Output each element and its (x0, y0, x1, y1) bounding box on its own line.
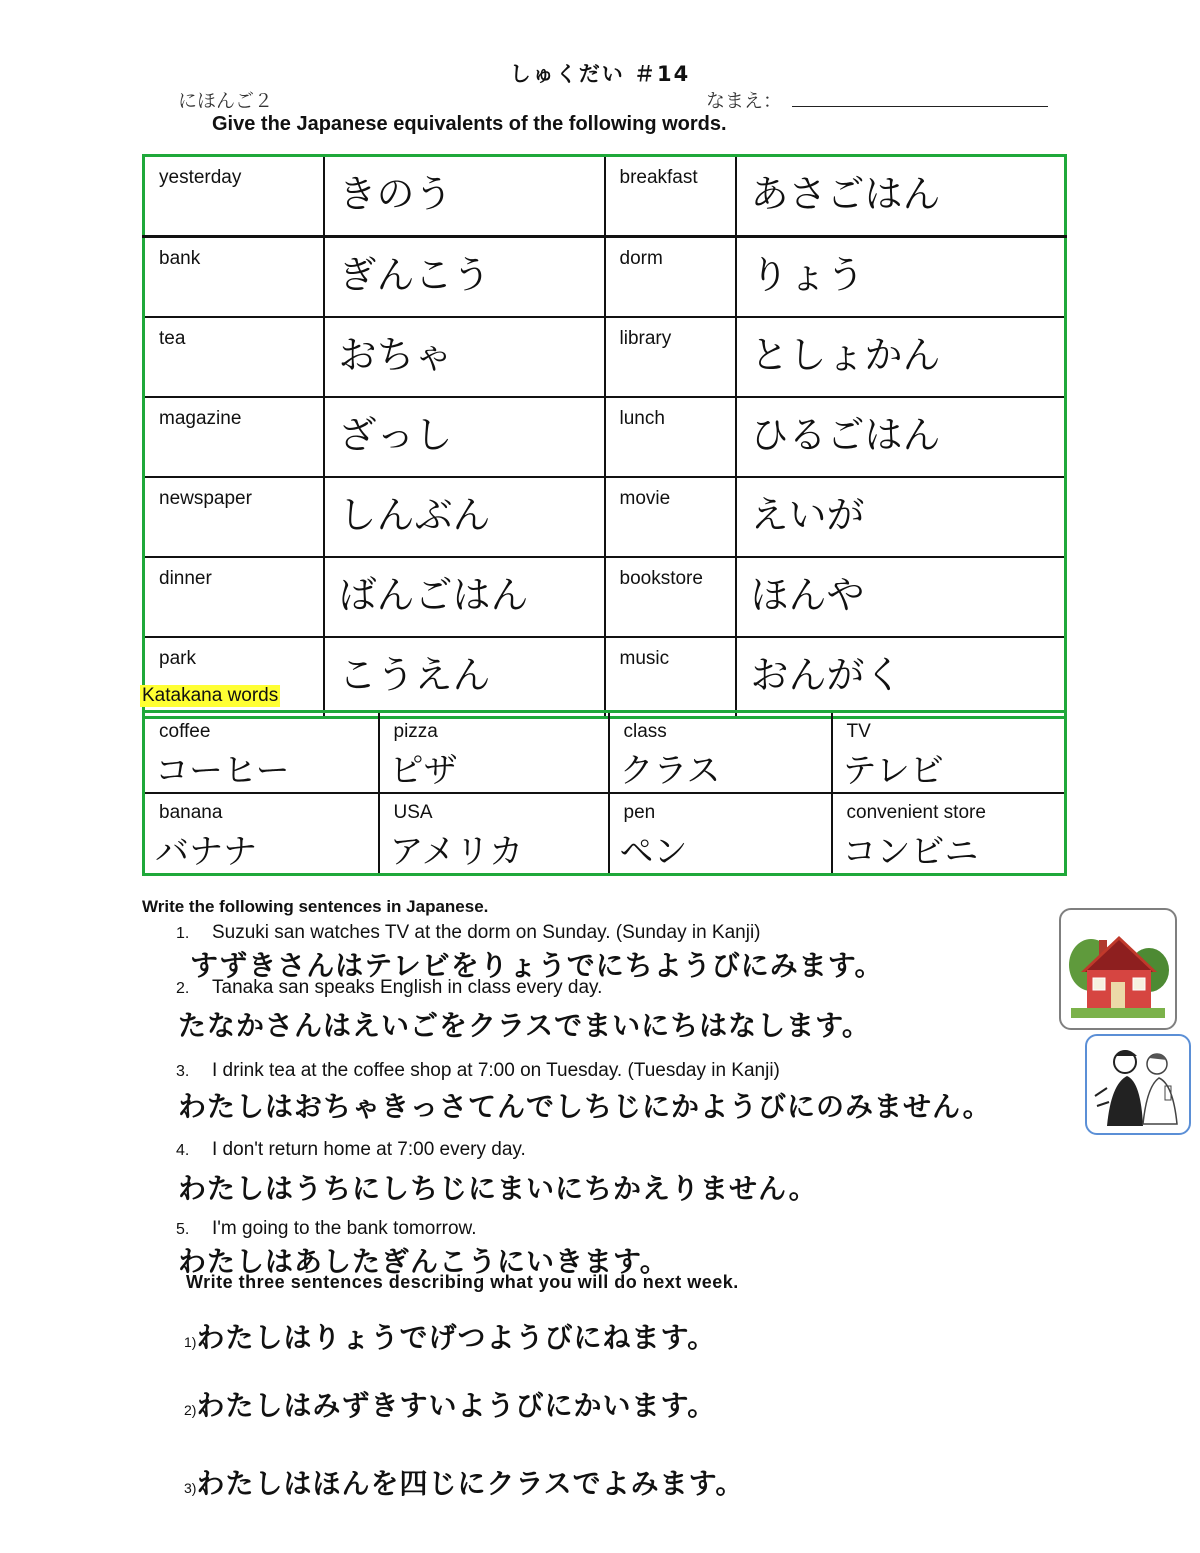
vocab-row (144, 477, 1066, 557)
japanese-answer[interactable]: ほんや (736, 557, 1066, 637)
katakana-row (144, 712, 1066, 794)
katakana-answer[interactable]: テレビ (842, 751, 944, 791)
katakana-answer[interactable]: アメリカ (389, 832, 524, 872)
katakana-cell (832, 712, 1066, 794)
japanese-answer[interactable]: ひるごはん (736, 397, 1066, 477)
katakana-answer[interactable]: ペン (619, 832, 688, 872)
own-sentence-number: 3) (184, 1480, 197, 1496)
english-word: coffee (159, 721, 211, 742)
sentence-text: I drink tea at the coffee shop at 7:00 on Tuesday. (Tuesday in Kanji) (212, 1060, 780, 1081)
handwritten-answer[interactable]: わたしはおちゃきっさてんでしちじにかようびにのみません。 (178, 1090, 992, 1123)
sentence-text: Tanaka san speaks English in class every day. (212, 977, 603, 998)
japanese-answer[interactable]: ざっし (324, 397, 605, 477)
japanese-answer[interactable]: ぎんこう (324, 237, 605, 318)
sentence-text: I'm going to the bank tomorrow. (212, 1218, 477, 1239)
english-word: library (605, 317, 736, 397)
vocab-instruction: Give the Japanese equivalents of the following words. (212, 113, 727, 135)
page-title: しゅくだい ＃14 (509, 62, 691, 86)
katakana-answer[interactable]: バナナ (155, 832, 257, 872)
vocab-row (144, 397, 1066, 477)
english-word: class (623, 721, 667, 742)
english-word: newspaper (144, 477, 324, 557)
vocab-row (144, 156, 1066, 237)
sentence-number: 3. (176, 1063, 190, 1080)
sentence-number: 1. (176, 925, 190, 942)
english-word: movie (605, 477, 736, 557)
english-word: bookstore (605, 557, 736, 637)
sentences-instruction: Write the following sentences in Japanese. (142, 897, 489, 916)
english-word: convenient store (846, 802, 986, 823)
katakana-cell (609, 712, 832, 794)
english-word: music (605, 637, 736, 718)
japanese-answer[interactable]: ばんごはん (324, 557, 605, 637)
japanese-answer[interactable]: あさごはん (736, 156, 1066, 237)
vocab-row (144, 317, 1066, 397)
sentence-text: Suzuki san watches TV at the dorm on Sunday. (Sunday in Kanji) (212, 922, 761, 943)
katakana-answer[interactable]: コーヒー (155, 751, 290, 791)
name-label: なまえ： (706, 90, 783, 112)
sentence-number: 2. (176, 980, 190, 997)
katakana-cell (379, 712, 609, 794)
sentence-prompt (176, 977, 602, 999)
katakana-row (144, 793, 1066, 875)
handwritten-answer[interactable]: すずきさんはテレビをりょうでにちようびにみます。 (190, 949, 884, 982)
japanese-answer[interactable]: きのう (324, 156, 605, 237)
own-sentence (184, 1462, 744, 1502)
own-sentence-number: 1) (184, 1334, 197, 1350)
katakana-cell (144, 793, 379, 875)
own-sentence-number: 2) (184, 1402, 197, 1418)
sentence-prompt (176, 922, 761, 944)
vocab-row (144, 237, 1066, 318)
name-blank-line[interactable] (792, 106, 1048, 107)
own-sentence (184, 1384, 716, 1424)
katakana-cell (379, 793, 609, 875)
english-word: pen (623, 802, 656, 823)
schoolhouse-image (1059, 908, 1177, 1030)
sentence-number: 5. (176, 1221, 190, 1238)
handwritten-answer[interactable]: わたしはりょうでげつようびにねます。 (196, 1321, 717, 1354)
sentence-prompt (176, 1218, 477, 1240)
katakana-answer[interactable]: コンビニ (842, 832, 979, 872)
own-sentence (184, 1316, 716, 1356)
katakana-table (142, 710, 1067, 876)
vocab-table (142, 154, 1067, 719)
english-word: lunch (605, 397, 736, 477)
vocab-row (144, 637, 1066, 718)
katakana-label: Katakana words (142, 685, 279, 706)
english-word: TV (846, 721, 871, 742)
katakana-cell (609, 793, 832, 875)
japanese-answer[interactable]: としょかん (736, 317, 1066, 397)
handwritten-answer[interactable]: わたしはあしたぎんこうにいきます。 (178, 1245, 669, 1278)
japanese-answer[interactable]: しんぶん (324, 477, 605, 557)
english-word: tea (144, 317, 324, 397)
handwritten-answer[interactable]: わたしはみずきすいようびにかいます。 (196, 1389, 717, 1422)
handwritten-answer[interactable]: たなかさんはえいごをクラスでまいにちはなします。 (178, 1009, 871, 1042)
english-word: dinner (144, 557, 324, 637)
handwritten-answer[interactable]: わたしはほんを四じにクラスでよみます。 (196, 1467, 745, 1500)
japanese-answer[interactable]: おちゃ (324, 317, 605, 397)
katakana-answer[interactable]: クラス (619, 751, 721, 791)
japanese-answer[interactable]: おんがく (736, 637, 1066, 718)
handwritten-answer[interactable]: わたしはうちにしちじにまいにちかえりません。 (178, 1172, 818, 1205)
own-sentences-instruction: Write three sentences describing what you will do next week. (186, 1272, 739, 1292)
japanese-answer[interactable]: こうえん (324, 637, 605, 718)
sentence-number: 4. (176, 1142, 190, 1159)
english-word: breakfast (605, 156, 736, 237)
english-word: USA (393, 802, 433, 823)
japanese-answer[interactable]: りょう (736, 237, 1066, 318)
sentence-prompt (176, 1139, 526, 1161)
vocab-row (144, 557, 1066, 637)
sentence-prompt (176, 1060, 780, 1082)
english-word: yesterday (144, 156, 324, 237)
english-word: pizza (393, 721, 438, 742)
katakana-answer[interactable]: ピザ (389, 751, 458, 791)
class-label: にほんご２ (178, 90, 274, 112)
katakana-cell (832, 793, 1066, 875)
english-word: bank (144, 237, 324, 318)
english-word: magazine (144, 397, 324, 477)
sentence-text: I don't return home at 7:00 every day. (212, 1139, 526, 1160)
english-word: banana (159, 802, 223, 823)
japanese-answer[interactable]: えいが (736, 477, 1066, 557)
english-word: park (144, 637, 324, 718)
english-word: dorm (605, 237, 736, 318)
katakana-cell (144, 712, 379, 794)
people-drinking-image (1085, 1034, 1191, 1135)
